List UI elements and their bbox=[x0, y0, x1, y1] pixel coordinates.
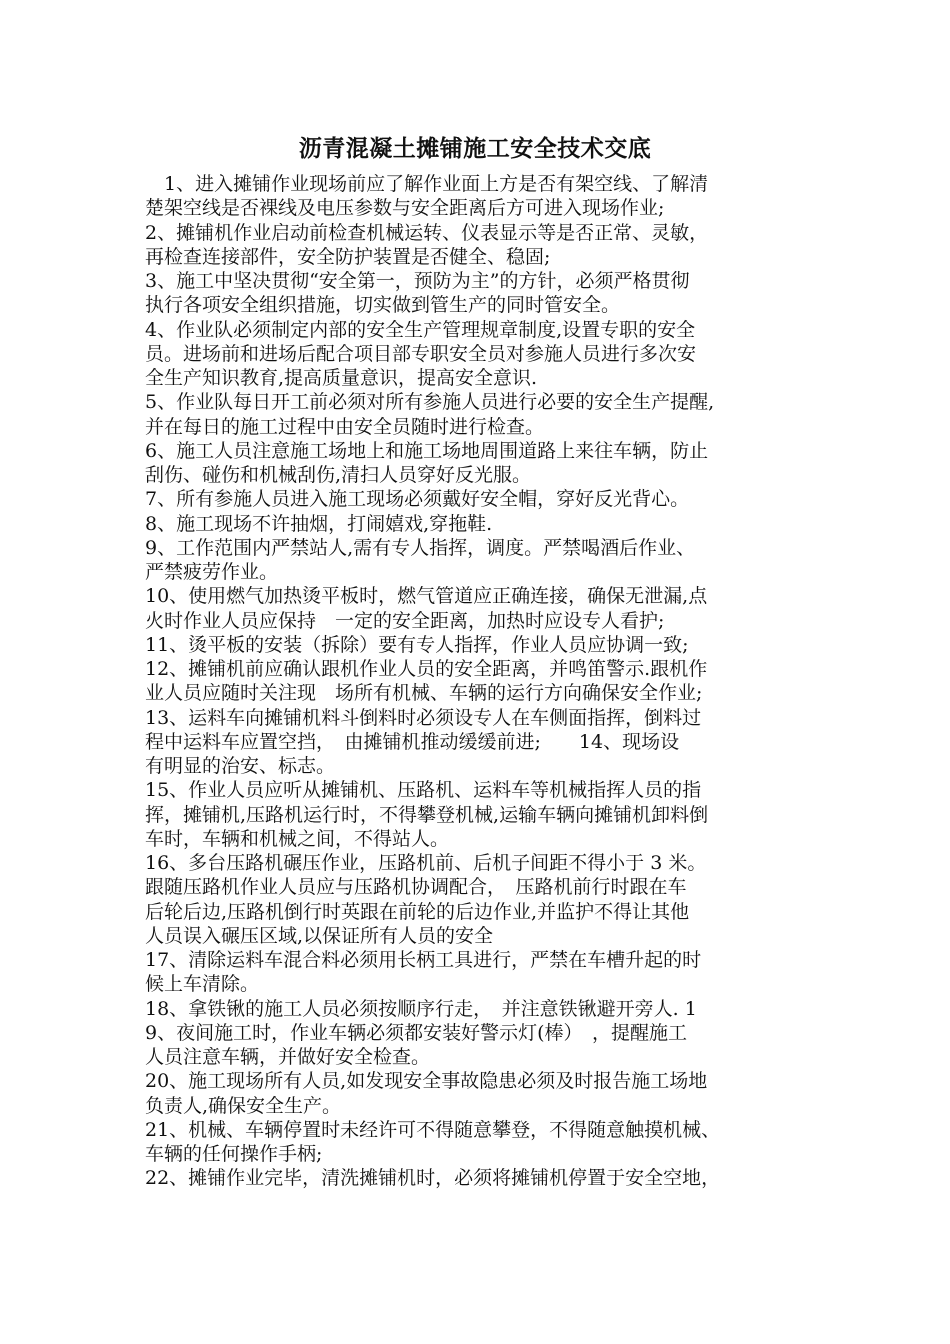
paragraph-line: 后轮后边,压路机倒行时英跟在前轮的后边作业,并监护不得让其他 bbox=[145, 900, 690, 923]
paragraph-line: 13、运料车向摊铺机料斗倒料时必须设专人在车侧面指挥，倒料过 bbox=[145, 706, 702, 729]
paragraph-line: 并在每日的施工过程中由安全员随时进行检查。 bbox=[145, 415, 545, 438]
paragraph-line: 4、作业队必须制定内部的安全生产管理规章制度,设置专职的安全 bbox=[145, 318, 696, 341]
paragraph-line: 人员注意车辆，并做好安全检查。 bbox=[145, 1046, 431, 1068]
paragraph-line: 全生产知识教育,提高质量意识，提高安全意识. bbox=[145, 367, 538, 389]
paragraph-line: 5、作业队每日开工前必须对所有参施人员进行必要的安全生产提醒, bbox=[145, 391, 715, 414]
paragraph-line: 22、摊铺作业完毕，清洗摊铺机时，必须将摊铺机停置于安全空地， bbox=[145, 1167, 721, 1190]
paragraph-line: 15、作业人员应听从摊铺机、压路机、运料车等机械指挥人员的指 bbox=[145, 779, 702, 802]
paragraph-line: 业人员应随时关注现 场所有机械、车辆的运行方向确保安全作业; bbox=[145, 682, 703, 705]
paragraph-line: 有明显的治安、标志。 bbox=[145, 755, 336, 777]
paragraph-line: 跟随压路机作业人员应与压路机协调配合， 压路机前行时跟在车 bbox=[145, 876, 687, 899]
paragraph-line: 程中运料车应置空挡， 由摊铺机推动缓缓前进; 14、现场设 bbox=[145, 730, 680, 753]
paragraph-line: 再检查连接部件，安全防护装置是否健全、稳固; bbox=[145, 245, 551, 268]
paragraph-line: 16、多台压路机碾压作业，压路机前、后机子间距不得小于 3 米。 bbox=[145, 852, 707, 874]
paragraph-line: 10、使用燃气加热烫平板时，燃气管道应正确连接，确保无泄漏,点 bbox=[145, 585, 708, 608]
paragraph-line: 20、施工现场所有人员,如发现安全事故隐患必须及时报告施工场地 bbox=[145, 1070, 708, 1093]
paragraph-line: 员。进场前和进场后配合项目部专职安全员对参施人员进行多次安 bbox=[145, 342, 697, 365]
paragraph-line: 2、摊铺机作业启动前检查机械运转、仪表显示等是否正常、灵敏， bbox=[145, 221, 709, 244]
paragraph-line: 8、施工现场不许抽烟，打闹嬉戏,穿拖鞋. bbox=[145, 512, 493, 535]
paragraph-line: 9、工作范围内严禁站人,需有专人指挥，调度。严禁喝酒后作业、 bbox=[145, 536, 696, 559]
paragraph-line: 车时，车辆和机械之间，不得站人。 bbox=[145, 827, 450, 850]
paragraph-line: 人员误入碾压区域,以保证所有人员的安全 bbox=[145, 924, 494, 947]
paragraph-line: 12、摊铺机前应确认跟机作业人员的安全距离，并鸣笛警示.跟机作 bbox=[145, 658, 708, 680]
paragraph-line: 负责人,确保安全生产。 bbox=[145, 1094, 342, 1117]
document-title: 沥青混凝土摊铺施工安全技术交底 bbox=[298, 135, 652, 162]
paragraph-line: 17、清除运料车混合料必须用长柄工具进行，严禁在车槽升起的时 bbox=[145, 949, 702, 971]
paragraph-line: 车辆的任何操作手柄; bbox=[145, 1143, 323, 1165]
paragraph-line: 挥，摊铺机,压路机运行时，不得攀登机械,运输车辆向摊铺机卸料倒 bbox=[145, 803, 709, 826]
paragraph-line: 严禁疲劳作业。 bbox=[145, 561, 279, 583]
paragraph-line: 6、施工人员注意施工场地上和施工场地周围道路上来往车辆，防止 bbox=[145, 439, 709, 462]
paragraph-line: 18、拿铁锹的施工人员必须按顺序行走， 并注意铁锹避开旁人. 1 bbox=[145, 997, 697, 1020]
paragraph-line: 火时作业人员应保持 一定的安全距离，加热时应设专人看护; bbox=[145, 609, 665, 632]
paragraph-line: 1、进入摊铺作业现场前应了解作业面上方是否有架空线、了解清 bbox=[145, 173, 709, 195]
paragraph-line: 11、烫平板的安装（拆除）要有专人指挥，作业人员应协调一致; bbox=[145, 633, 689, 656]
paragraph-line: 9、夜间施工时，作业车辆必须都安装好警示灯(棒） ，提醒施工 bbox=[145, 1021, 688, 1044]
paragraph-line: 执行各项安全组织措施，切实做到管生产的同时管安全。 bbox=[145, 294, 621, 317]
paragraph-line: 刮伤、碰伤和机械刮伤,清扫人员穿好反光服。 bbox=[145, 464, 532, 486]
paragraph-line: 3、施工中坚决贯彻“安全第一，预防为主”的方针，必须严格贯彻 bbox=[145, 270, 690, 292]
paragraph-line: 候上车清除。 bbox=[145, 973, 260, 996]
paragraph-line: 楚架空线是否裸线及电压参数与安全距离后方可进入现场作业; bbox=[145, 197, 665, 220]
paragraph-line: 7、所有参施人员进入施工现场必须戴好安全帽，穿好反光背心。 bbox=[145, 488, 690, 511]
paragraph-line: 21、机械、车辆停置时未经许可不得随意攀登，不得随意触摸机械、 bbox=[145, 1118, 721, 1141]
